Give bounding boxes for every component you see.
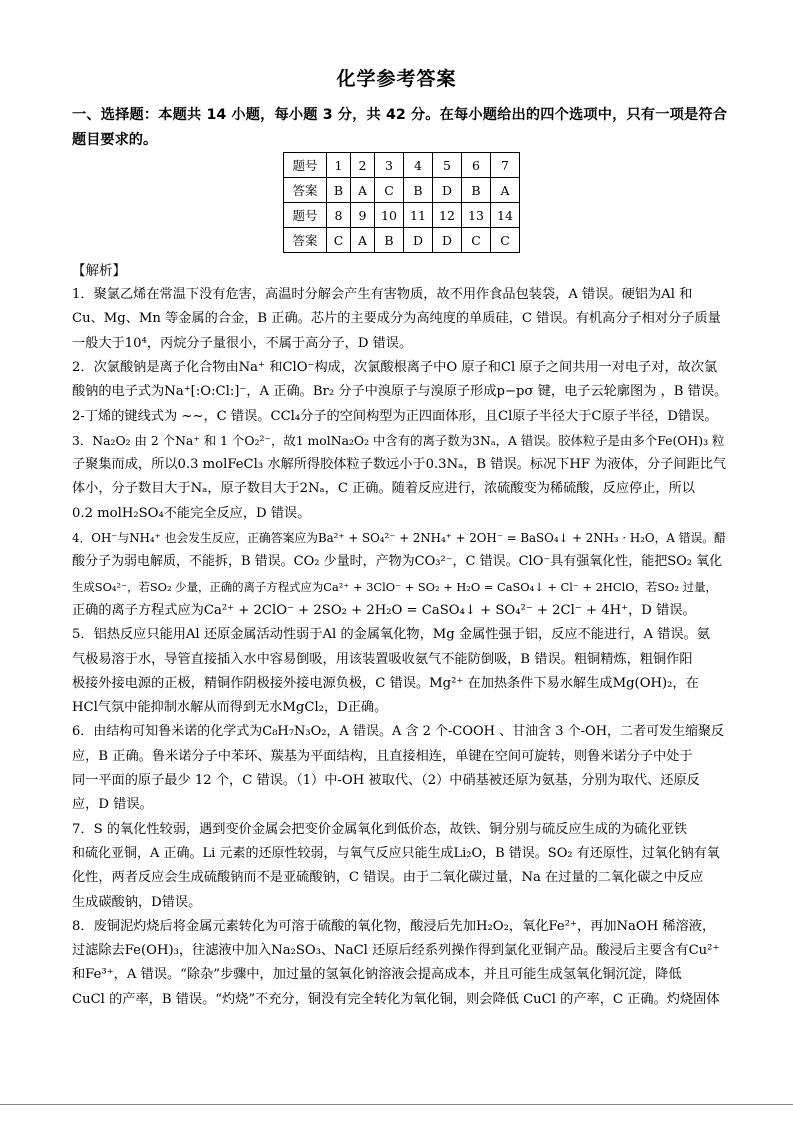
answer-table-cell: B [375, 228, 404, 253]
answer-table-cell: 10 [375, 203, 404, 228]
answer-table-cell: 1 [327, 153, 351, 178]
analysis-line: CuCl 的产率，B 错误。“灼烧”不充分，铜没有完全转化为氧化铜，则会降低 CuCl 的产率，C 正确。灼烧固体 [72, 991, 720, 1007]
analysis-line: 4．OH⁻与NH₄⁺ 也会发生反应，正确答案应为Ba²⁺ + SO₄²⁻ + 2NH₄⁺ + 2OH⁻ = BaSO₄↓ + 2NH₃ · H₂O，A 错误。醋 [72, 531, 726, 545]
answer-table-cell: 3 [375, 153, 404, 178]
answer-table-cell: C [491, 228, 520, 253]
answer-table-cell: A [351, 178, 375, 203]
answer-table-cell: A [491, 178, 520, 203]
analysis-line: 和Fe³⁺，A 错误。“除杂”步骤中，加过量的氢氧化钠溶液会提高成本，并且可能生成氢氧化铜沉淀，降低 [72, 967, 682, 983]
answer-table-cell: D [433, 228, 462, 253]
analysis-line: 子聚集而成，所以0.3 molFeCl₃ 水解所得胶体粒子数远小于0.3Nₐ，B 错误。标况下HF 为液体，分子间距比气 [72, 457, 727, 473]
answer-table-header-cell: 题号 [284, 153, 327, 178]
answer-table-cell: D [433, 178, 462, 203]
answer-table-cell: 12 [433, 203, 462, 228]
analysis-line: 和硫化亚铜，A 正确。Li 元素的还原性较弱，与氧气反应只能生成Li₂O，B 错误。SO₂ 有还原性，过氧化钠有氧 [72, 845, 720, 861]
answer-table-header-cell: 答案 [284, 228, 327, 253]
answer-table-row [284, 203, 520, 228]
analysis-line: 酸分子为弱电解质，不能拆，B 错误。CO₂ 少量时，产物为CO₃²⁻，C 错误。ClO⁻具有强氧化性，能把SO₂ 氧化 [72, 554, 723, 570]
analysis-line: 同一平面的原子最少 12 个，C 错误。（1）中-OH 被取代、（2）中硝基被还原为氨基，分别为取代、还原反 [72, 773, 700, 788]
analysis-line: 7．S 的氧化性较弱，遇到变价金属会把变价金属氧化到低价态，故铁、铜分别与硫反应生成的为硫化亚铁 [72, 821, 688, 837]
analysis-line: 1．聚氯乙烯在常温下没有危害，高温时分解会产生有害物质，故不用作食品包装袋，A 错误。硬铝为Al 和 [72, 287, 693, 302]
answer-table-cell: C [462, 228, 491, 253]
analysis-line: 极接外接电源的正极，精铜作阴极接外接电源负极，C 错误。Mg²⁺ 在加热条件下易水解生成Mg(OH)₂，在 [72, 675, 699, 691]
analysis-line: 应，B 正确。鲁米诺分子中苯环、羰基为平面结构，且直接相连，单键在空间可旋转，则鲁米诺分子中处于 [72, 748, 693, 764]
answer-table-cell: C [375, 178, 404, 203]
page-title: 化学参考答案 [336, 68, 457, 90]
answer-table-cell: 4 [404, 153, 433, 178]
answer-table-cell: 13 [462, 203, 491, 228]
analysis-line: 体小，分子数目大于Nₐ，原子数目大于2Nₐ，C 正确。随着反应进行，浓硫酸变为稀硫酸，反应停止，所以 [72, 481, 695, 497]
answer-table-cell: B [404, 178, 433, 203]
answer-table-cell: B [462, 178, 491, 203]
analysis-line: 3．Na₂O₂ 由 2 个Na⁺ 和 1 个O₂²⁻，故1 molNa₂O₂ 中含有的离子数为3Nₐ，A 错误。胶体粒子是由多个Fe(OH)₃ 粒 [72, 432, 725, 448]
analysis-line: 正确的离子方程式应为Ca²⁺ + 2ClO⁻ + 2SO₂ + 2H₂O = CaSO₄↓ + SO₄²⁻ + 2Cl⁻ + 4H⁺，D 错误。 [72, 602, 696, 618]
analysis-line: 生成碳酸钠，D错误。 [72, 894, 202, 910]
answer-table-cell: D [404, 228, 433, 253]
analysis-line: 0.2 molH₂SO₄不能完全反应，D 错误。 [72, 505, 311, 521]
answer-table-row [284, 178, 520, 203]
analysis-line: 气极易溶于水，导管直接插入水中容易倒吸，用该装置吸收氨气不能防倒吸，B 错误。粗铜精炼，粗铜作阳 [72, 651, 693, 667]
answer-table-cell: 9 [351, 203, 375, 228]
answer-table-cell: C [327, 228, 351, 253]
analysis-line: 5．铝热反应只能用Al 还原金属活动性弱于Al 的金属氧化物，Mg 金属性强于铝，反应不能进行，A 错误。氨 [72, 627, 710, 643]
analysis-line: HCl气氛中能抑制水解从而得到无水MgCl₂，D正确。 [72, 700, 388, 716]
analysis-label: 【解析】 [72, 263, 126, 279]
answer-table-cell: B [327, 178, 351, 203]
answer-table-cell: 8 [327, 203, 351, 228]
answer-table-cell: 14 [491, 203, 520, 228]
analysis-line: 8．废铜泥灼烧后将金属元素转化为可溶于硫酸的氧化物，酸浸后先加H₂O₂，氧化Fe²⁺，再加NaOH 稀溶液， [72, 918, 716, 934]
analysis-line: 化性，两者反应会生成硫酸钠而不是亚硫酸钠，C 错误。由于二氧化碳过量，Na 在过量的二氧化碳之中反应 [72, 870, 704, 886]
analysis-line: 一般大于10⁴，丙烷分子量很小，不属于高分子，D 错误。 [72, 335, 413, 351]
analysis-line: 6．由结构可知鲁米诺的化学式为C₈H₇N₃O₂，A 错误。A 含 2 个-COOH 、甘油含 3 个-OH，二者可发生缩聚反 [72, 724, 725, 740]
analysis-line: 2-丁烯的键线式为 ~~，C 错误。CCl₄分子的空间构型为正四面体形，且Cl原子半径大于C原子半径，D错误。 [72, 408, 718, 424]
answer-table-cell: A [351, 228, 375, 253]
analysis-line: 2．次氯酸钠是离子化合物由Na⁺ 和ClO⁻构成，次氯酸根离子中O 原子和Cl 原子之间共用一对电子对，故次氯 [72, 359, 718, 375]
answer-table-cell: 11 [404, 203, 433, 228]
analysis-line: 酸钠的电子式为Na⁺[:O:Cl:]⁻，A 正确。Br₂ 分子中溴原子与溴原子形成p−pσ 键，电子云轮廓图为 ，B 错误。 [72, 384, 727, 400]
analysis-line: 过滤除去Fe(OH)₃，往滤液中加入Na₂SO₃、NaCl 还原后经系列操作得到氯化亚铜产品。酸浸后主要含有Cu²⁺ [72, 943, 720, 959]
answer-table-cell: 6 [462, 153, 491, 178]
answer-table-cell: 5 [433, 153, 462, 178]
analysis-line: 生成SO₄²⁻，若SO₂ 少量，正确的离子方程式应为Ca²⁺ + 3ClO⁻ + SO₂ + H₂O = CaSO₄↓ + Cl⁻ + 2HClO，若SO₂ 过量， [72, 579, 717, 594]
footer-divider [0, 1104, 793, 1105]
answer-table-row [284, 228, 520, 253]
answer-table [283, 152, 520, 253]
section-heading: 一、选择题：本题共 14 小题，每小题 3 分，共 42 分。在每小题给出的四个选项中，只有一项是符合题目要求的。 [72, 107, 727, 148]
answer-table-header-cell: 题号 [284, 203, 327, 228]
answer-table-cell: 2 [351, 153, 375, 178]
analysis-line: Cu、Mg、Mn 等金属的合金，B 正确。芯片的主要成分为高纯度的单质硅，C 错误。有机高分子相对分子质量 [72, 311, 721, 327]
answer-table-cell: 7 [491, 153, 520, 178]
analysis-line: 应，D 错误。 [72, 797, 153, 813]
answer-table-row [284, 153, 520, 178]
answer-table-header-cell: 答案 [284, 178, 327, 203]
